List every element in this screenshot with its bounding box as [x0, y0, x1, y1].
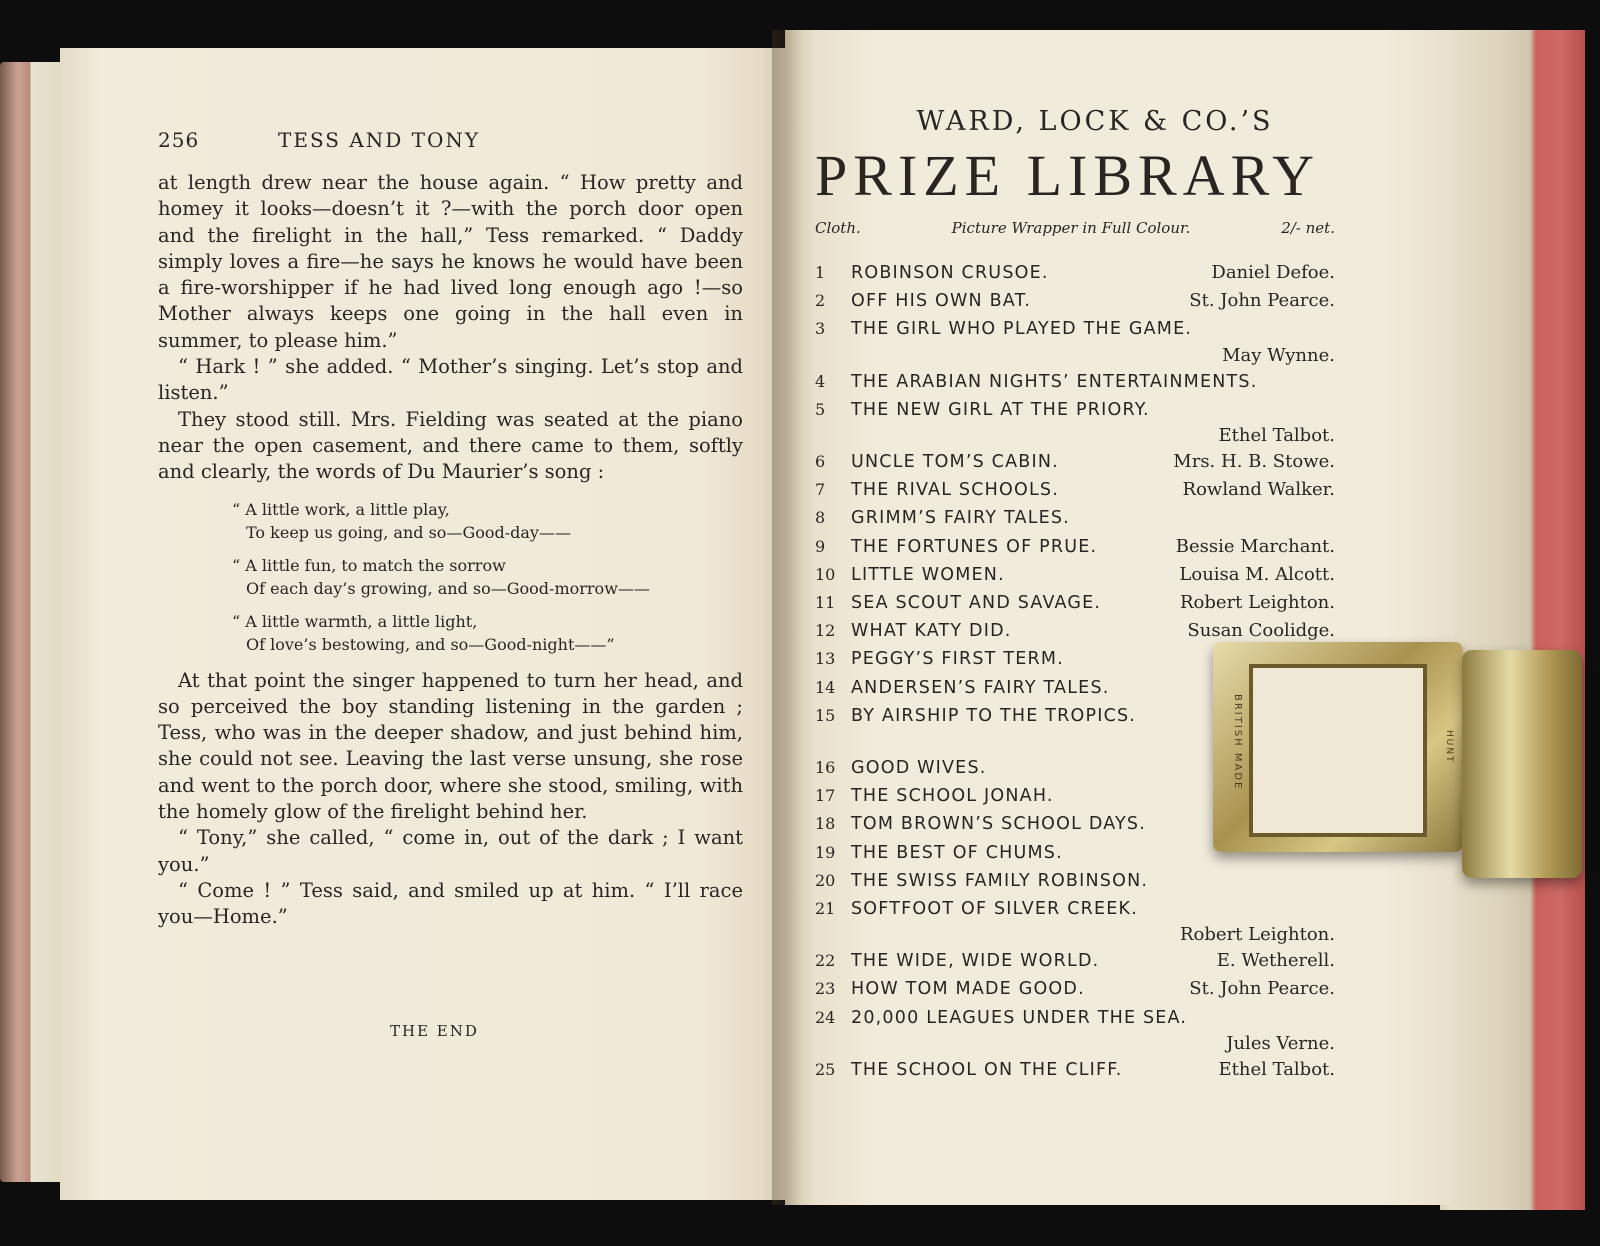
list-item	[815, 396, 1335, 424]
the-end: THE END	[390, 1022, 479, 1040]
entry-author: Ethel Talbot.	[1218, 425, 1335, 447]
list-item	[815, 895, 1335, 923]
entry-number: 14	[815, 677, 836, 697]
entry-title: LITTLE WOMEN.	[851, 564, 1005, 585]
entry-title: THE SCHOOL ON THE CLIFF.	[851, 1059, 1123, 1080]
verse-line: “ A little fun, to match the sorrow	[232, 555, 506, 575]
library-title: PRIZE LIBRARY	[815, 143, 1320, 208]
list-item	[815, 533, 1335, 561]
list-item	[815, 287, 1335, 315]
clip-stamp-british-made: BRITISH MADE	[1232, 693, 1243, 791]
entry-author: Mrs. H. B. Stowe.	[1173, 451, 1335, 473]
entry-author: Jules Verne.	[1226, 1032, 1335, 1054]
list-item	[815, 561, 1335, 589]
entry-number: 1	[815, 263, 826, 282]
entry-number: 15	[815, 705, 836, 725]
entry-title: THE SWISS FAMILY ROBINSON.	[851, 870, 1149, 891]
song-verse	[232, 498, 743, 656]
entry-number: 6	[815, 452, 826, 472]
right-page-text	[815, 106, 1335, 1084]
entry-title: BY AIRSHIP TO THE TROPICS.	[851, 705, 1137, 726]
entry-title: SOFTFOOT OF SILVER CREEK.	[851, 899, 1138, 920]
entry-title: 20,000 LEAGUES UNDER THE SEA.	[851, 1007, 1188, 1028]
entry-title: GRIMM’S FAIRY TALES.	[851, 508, 1070, 529]
binding-label: Cloth.	[815, 219, 861, 237]
entry-title: GOOD WIVES.	[851, 758, 987, 779]
paragraph: “ Tony,” she called, “ come in, out of the dark ; I want you.”	[158, 826, 743, 876]
verse-line: “ A little work, a little play,	[232, 499, 450, 519]
verse-stanza	[232, 610, 743, 656]
entry-title: TOM BROWN’S SCHOOL DAYS.	[851, 814, 1146, 835]
entry-title: THE NEW GIRL AT THE PRIORY.	[851, 399, 1150, 420]
entry-number: 25	[815, 1059, 836, 1079]
entry-author: May Wynne.	[1222, 344, 1335, 366]
paragraph: at length drew near the house again. “ How pretty and homey it looks—doesn’t it ?—with the porch door open and the firelight in the hall,” Tess remarked. “ Daddy simply loves a fire—he says he knows he would have been a fire-worshipper if he had lived long enough ago !—so Mother always keeps one going in the hall even in summer, to please him.”	[158, 171, 743, 352]
entry-author: Robert Leighton.	[1180, 924, 1335, 946]
entry-title: THE BEST OF CHUMS.	[851, 842, 1063, 863]
verse-line: Of love’s bestowing, and so—Good-night——”	[246, 634, 615, 654]
list-item	[815, 368, 1335, 396]
price-label: 2/- net.	[1281, 219, 1335, 237]
entry-number: 21	[815, 899, 836, 919]
brass-page-clip	[1213, 642, 1463, 852]
list-item	[815, 1004, 1335, 1032]
entry-number: 11	[815, 593, 836, 613]
prose-before-verse	[158, 170, 743, 486]
entry-author: Robert Leighton.	[1180, 592, 1335, 614]
paragraph: At that point the singer happened to turn her head, and so perceived the boy standing listening in the garden ; Tess, who was in the deeper shadow, and just behind him, she could not see. Leaving the last verse unsung, she rose and went to the porch door, where she stood, smiling, with the homely glow of the firelight behind her.	[158, 668, 743, 824]
prose-after-verse	[158, 668, 743, 931]
entry-number: 3	[815, 319, 826, 339]
entry-title: UNCLE TOM’S CABIN.	[851, 452, 1059, 473]
entry-author: E. Wetherell.	[1216, 950, 1335, 972]
entry-author: St. John Pearce.	[1189, 290, 1335, 312]
page-number: 256	[158, 128, 200, 152]
verse-line: To keep us going, and so—Good-day——	[246, 522, 571, 542]
entry-author: Susan Coolidge.	[1187, 620, 1335, 642]
entry-number: 13	[815, 649, 836, 669]
clip-stamp-hunt: HUNT	[1444, 730, 1454, 764]
entry-author: Louisa M. Alcott.	[1179, 563, 1335, 585]
entry-number: 19	[815, 842, 836, 862]
list-item	[815, 947, 1335, 975]
entry-title: THE SCHOOL JONAH.	[851, 786, 1054, 807]
entry-author: Bessie Marchant.	[1175, 535, 1335, 557]
clip-window	[1249, 664, 1427, 837]
entry-title: HOW TOM MADE GOOD.	[851, 979, 1085, 1000]
edition-info	[815, 219, 1335, 237]
entry-title: PEGGY’S FIRST TERM.	[851, 649, 1064, 670]
entry-author: Ethel Talbot.	[1218, 1058, 1335, 1080]
entry-title: SEA SCOUT AND SAVAGE.	[851, 593, 1102, 614]
left-page-text	[158, 128, 743, 931]
entry-number: 24	[815, 1007, 836, 1027]
entry-number: 18	[815, 814, 836, 834]
clip-hinge	[1462, 650, 1582, 878]
entry-author: Rowland Walker.	[1182, 479, 1335, 501]
spine-shadow	[772, 30, 802, 1205]
list-item	[815, 1056, 1335, 1084]
paragraph: “ Hark ! ” she added. “ Mother’s singing. Let’s stop and listen.”	[158, 355, 743, 405]
entry-author: Daniel Defoe.	[1211, 262, 1335, 283]
entry-number: 4	[815, 371, 826, 391]
entry-title: ROBINSON CRUSOE.	[851, 263, 1049, 283]
verse-stanza	[232, 498, 743, 544]
entry-number: 7	[815, 480, 826, 500]
entry-number: 2	[815, 291, 826, 311]
entry-number: 23	[815, 979, 836, 999]
list-item	[815, 476, 1335, 504]
entry-number: 20	[815, 870, 836, 890]
list-item	[815, 448, 1335, 476]
entry-title: THE RIVAL SCHOOLS.	[851, 480, 1059, 501]
paragraph: They stood still. Mrs. Fielding was seated at the piano near the open casement, and there came to them, softly and clearly, the words of Du Maurier’s song :	[158, 407, 743, 484]
list-item	[815, 504, 1335, 532]
entry-number: 10	[815, 564, 836, 584]
verse-line: “ A little warmth, a little light,	[232, 611, 478, 631]
wrapper-label: Picture Wrapper in Full Colour.	[951, 219, 1191, 237]
verse-line: Of each day’s growing, and so—Good-morrow——	[246, 578, 650, 598]
entry-number: 22	[815, 951, 836, 971]
entry-number: 16	[815, 758, 836, 778]
entry-number: 9	[815, 536, 826, 556]
entry-title: OFF HIS OWN BAT.	[851, 291, 1032, 312]
list-item	[815, 259, 1335, 287]
verse-stanza	[232, 554, 743, 600]
running-head: TESS AND TONY	[278, 128, 481, 152]
list-item	[815, 867, 1335, 895]
entry-title: THE WIDE, WIDE WORLD.	[851, 951, 1100, 972]
list-item	[815, 589, 1335, 617]
entry-number: 12	[815, 621, 836, 641]
list-item	[815, 975, 1335, 1003]
entry-title: THE FORTUNES OF PRUE.	[851, 536, 1098, 557]
entry-title: THE GIRL WHO PLAYED THE GAME.	[851, 319, 1193, 340]
entry-number: 5	[815, 399, 826, 419]
entry-title: ANDERSEN’S FAIRY TALES.	[851, 677, 1110, 698]
entry-number: 8	[815, 508, 826, 528]
entry-title: THE ARABIAN NIGHTS’ ENTERTAINMENTS.	[851, 371, 1258, 392]
publisher-name: WARD, LOCK & CO.’S	[916, 106, 1274, 137]
entry-title: WHAT KATY DID.	[851, 621, 1012, 642]
list-item	[815, 315, 1335, 343]
entry-number: 17	[815, 786, 836, 806]
page-header	[158, 128, 743, 152]
paragraph: “ Come ! ” Tess said, and smiled up at him. “ I’ll race you—Home.”	[158, 878, 743, 929]
book-cover-right-edge	[1440, 30, 1585, 1210]
entry-author: St. John Pearce.	[1189, 978, 1335, 1000]
